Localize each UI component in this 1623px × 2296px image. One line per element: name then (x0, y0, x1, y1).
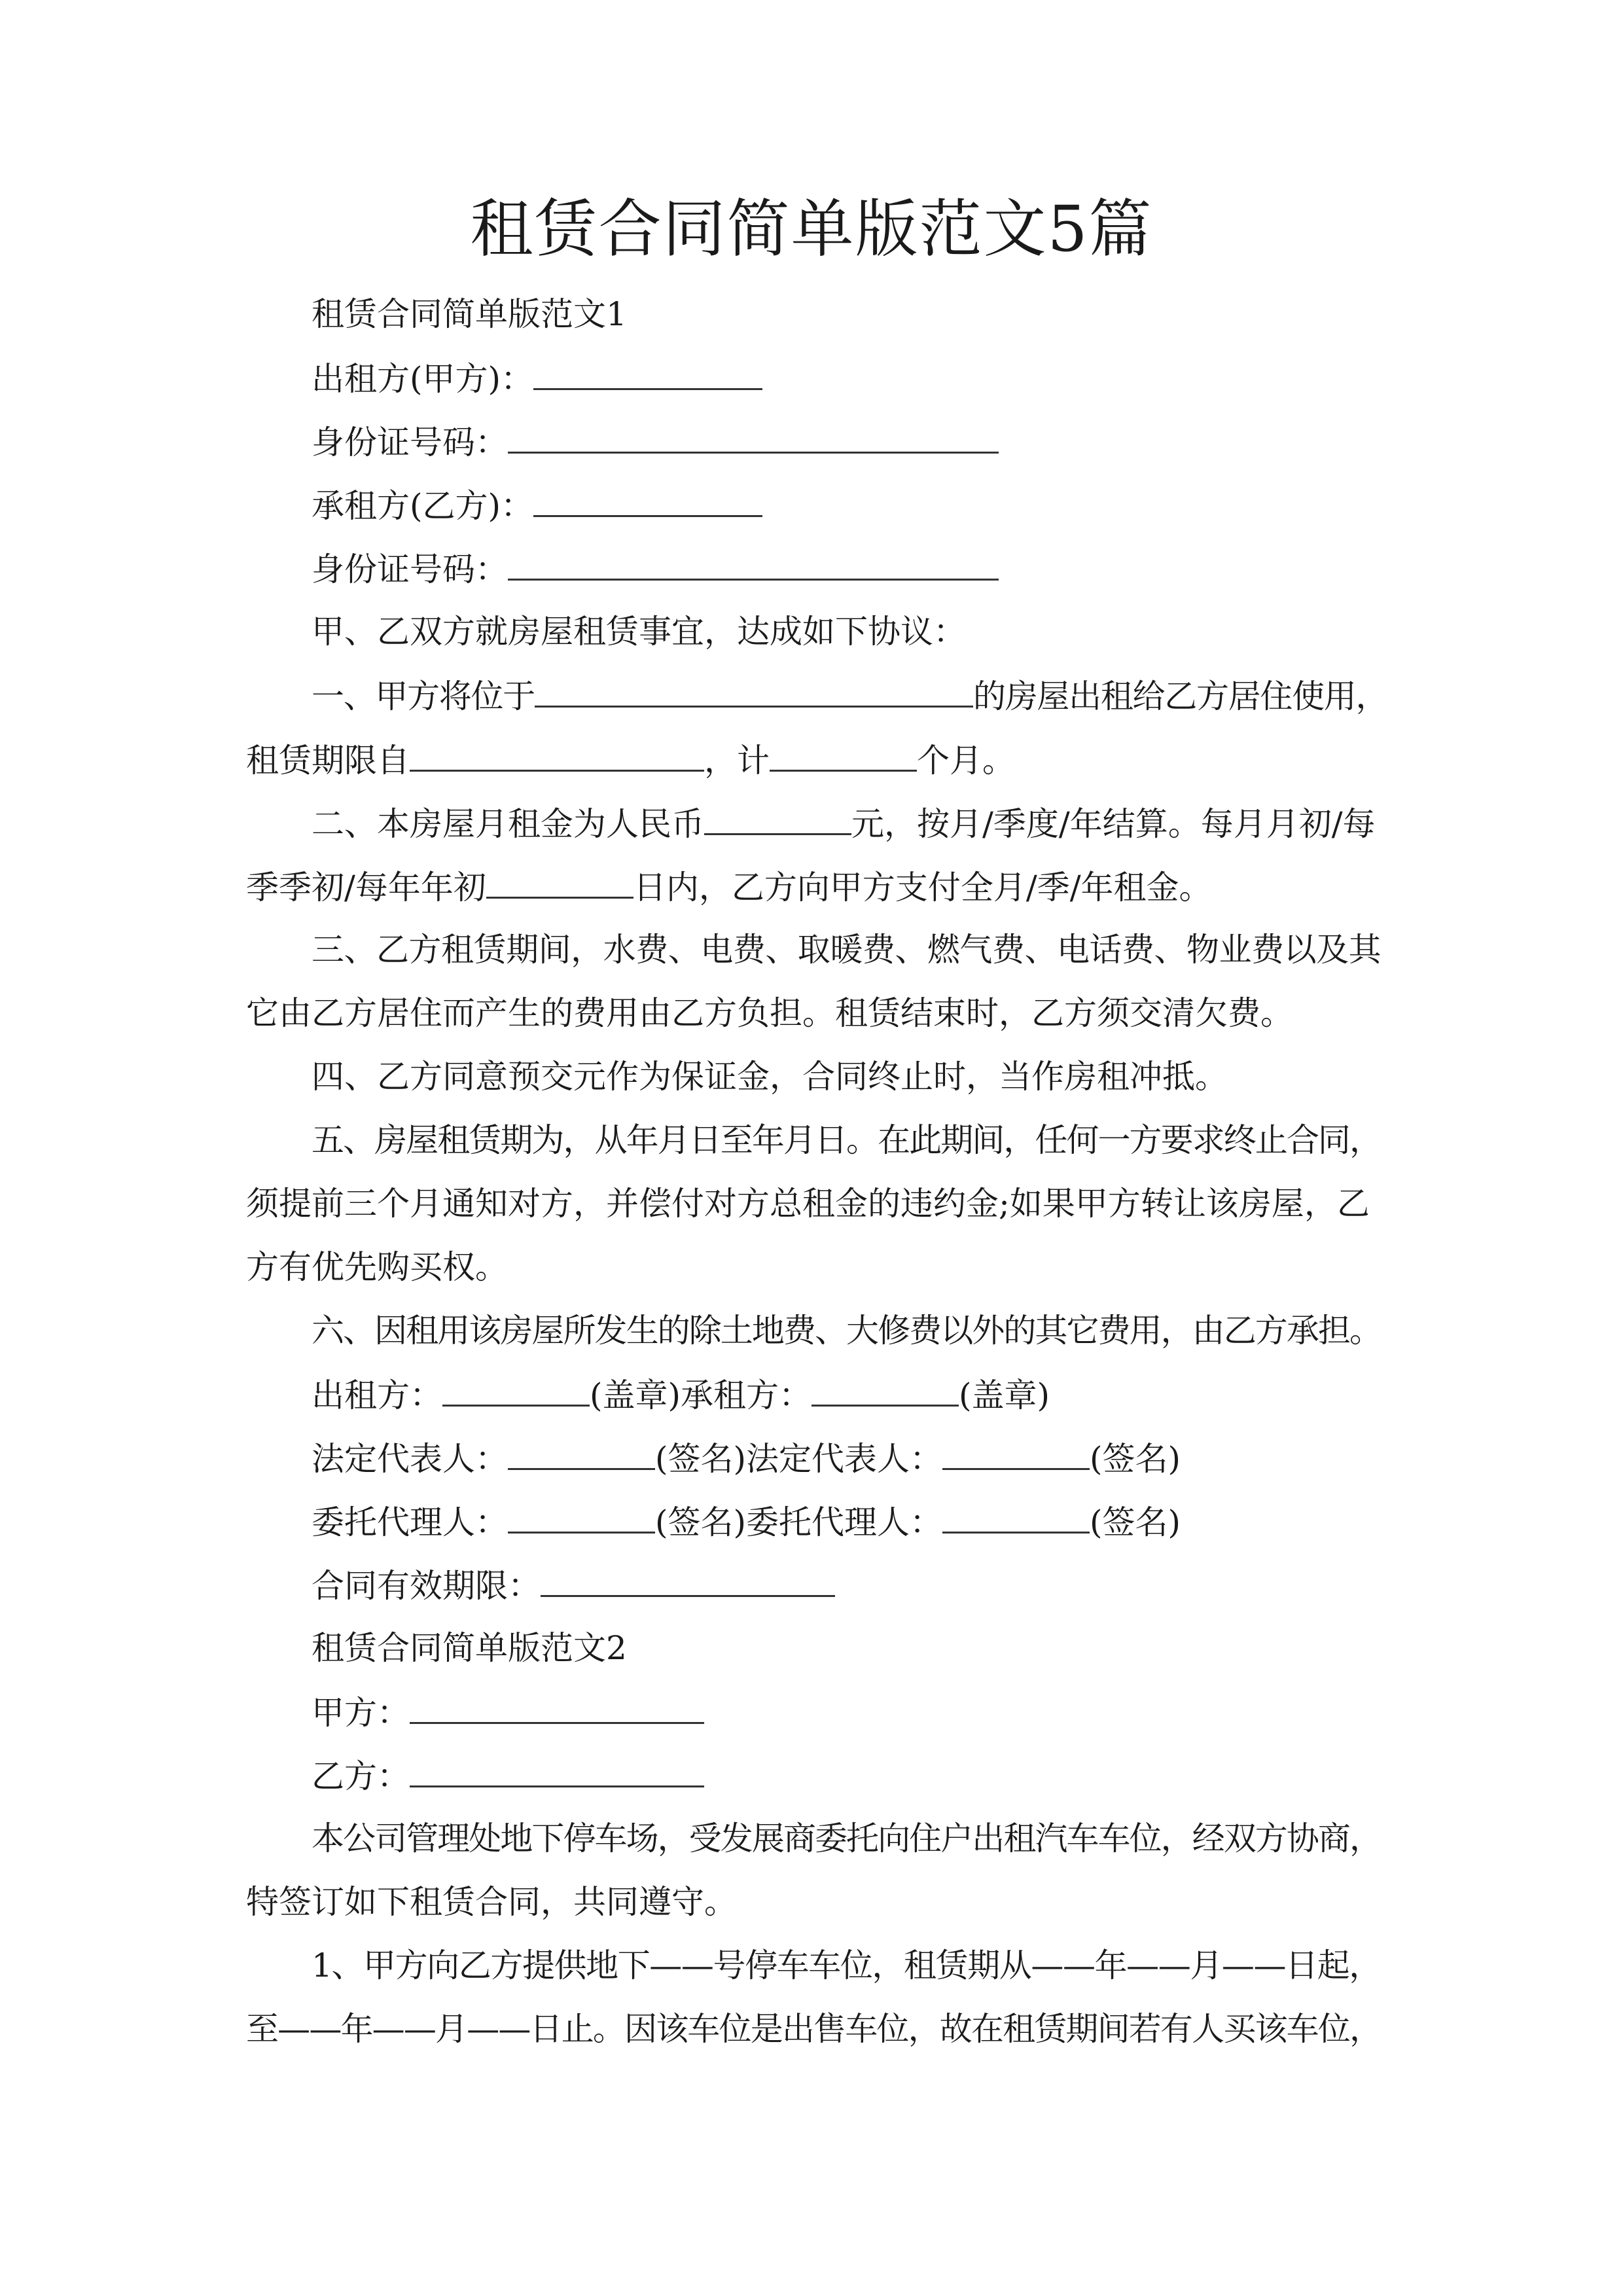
lessee-seal-blank (812, 1374, 959, 1407)
clause-2-text-d: 日内，乙方向甲方支付全月/季/年租金。 (633, 869, 1212, 906)
id-number-line-2 (312, 548, 999, 589)
lessor-blank (533, 358, 762, 390)
sig2-label-c: (签名) (1090, 1440, 1181, 1478)
id-number-blank-1 (508, 422, 999, 454)
signature-line-1 (312, 1374, 1050, 1415)
months-blank (770, 740, 917, 772)
clause-5-line-2: 须提前三个月通知对方，并偿付对方总租金的违约金;如果甲方转让该房屋，乙 (246, 1185, 1370, 1223)
rent-amount-blank (704, 803, 851, 835)
clause-1-text-d: ，计 (704, 742, 770, 780)
clause-2-line-1 (312, 803, 1376, 844)
signature-line-3 (312, 1501, 1181, 1542)
clause-2-line-2 (246, 867, 1212, 907)
party-a-blank (410, 1692, 704, 1724)
section-heading-1: 租赁合同简单版范文1 (312, 295, 627, 333)
parking-clause-1-line-1: 1、甲方向乙方提供地下——号停车车位，租赁期从——年——月——日起， (312, 1946, 1381, 1984)
id-number-label-2: 身份证号码： (312, 550, 508, 588)
document-title: 租赁合同简单版范文5篇 (470, 192, 1153, 266)
intro-paragraph: 甲、乙双方就房屋租赁事宜，达成如下协议： (312, 613, 966, 651)
legal-rep-blank-1 (508, 1438, 655, 1470)
clause-2-text-c: 季季初/每年年初 (246, 869, 486, 906)
lessee-blank (533, 485, 762, 517)
validity-label: 合同有效期限： (312, 1567, 541, 1605)
clause-5-line-3: 方有优先购买权。 (246, 1248, 508, 1286)
party-b-line (312, 1755, 704, 1796)
signature-line-2 (312, 1438, 1181, 1479)
party-a-line (312, 1692, 704, 1732)
clause-1-text-b: 的房屋出租给乙方居住使用， (972, 677, 1388, 715)
lessor-label: 出租方(甲方)： (312, 360, 534, 398)
parking-intro-line-1: 本公司管理处地下停车场，受发展商委托向住户出租汽车车位，经双方协商， (312, 1820, 1382, 1857)
id-number-label-1: 身份证号码： (312, 423, 508, 461)
party-b-blank (410, 1755, 704, 1787)
parking-clause-1-line-2: 至——年——月——日止。因该车位是出售车位，故在租赁期间若有人买该车位， (246, 2010, 1382, 2048)
party-b-label: 乙方： (312, 1757, 410, 1795)
sig1-label-c: (盖章) (959, 1376, 1050, 1414)
clause-1-text-e: 个月。 (917, 742, 1015, 780)
clause-3-line-1: 三、乙方租赁期间，水费、电费、取暖费、燃气费、电话费、物业费以及其 (312, 931, 1382, 969)
validity-blank (541, 1565, 835, 1597)
lease-start-blank (410, 740, 704, 772)
clause-5-line-1: 五、房屋租赁期为，从年月日至年月日。在此期间，任何一方要求终止合同， (312, 1121, 1382, 1159)
id-number-line-1 (312, 422, 999, 462)
clause-3-line-2: 它由乙方居住而产生的费用由乙方负担。租赁结束时，乙方须交清欠费。 (246, 994, 1293, 1032)
lessor-line (312, 358, 762, 399)
lessee-label: 承租方(乙方)： (312, 487, 534, 525)
validity-line (312, 1565, 835, 1605)
agent-blank-2 (942, 1501, 1090, 1534)
clause-1-line-2 (246, 740, 1015, 780)
sig1-label-b: (盖章)承租方： (590, 1376, 812, 1414)
clause-4: 四、乙方同意预交元作为保证金，合同终止时，当作房租冲抵。 (312, 1058, 1228, 1096)
payment-days-blank (486, 867, 633, 899)
address-blank (535, 675, 973, 708)
id-number-blank-2 (508, 548, 999, 581)
section-heading-2: 租赁合同简单版范文2 (312, 1629, 627, 1667)
clause-6: 六、因租用该房屋所发生的除土地费、大修费以外的其它费用，由乙方承担。 (312, 1312, 1382, 1350)
sig3-label-a: 委托代理人： (312, 1503, 508, 1541)
clause-2-text-b: 元，按月/季度/年结算。每月月初/每 (851, 805, 1376, 843)
legal-rep-blank-2 (942, 1438, 1090, 1470)
sig3-label-b: (签名)委托代理人： (655, 1503, 943, 1541)
clause-2-text-a: 二、本房屋月租金为人民币 (312, 805, 704, 843)
lessee-line (312, 485, 762, 526)
clause-1-text-a: 一、甲方将位于 (312, 677, 535, 715)
party-a-label: 甲方： (312, 1694, 410, 1732)
sig2-label-a: 法定代表人： (312, 1440, 508, 1478)
parking-intro-line-2: 特签订如下租赁合同，共同遵守。 (246, 1883, 737, 1921)
sig3-label-c: (签名) (1090, 1503, 1181, 1541)
lessor-seal-blank (442, 1374, 590, 1407)
clause-1-text-c: 租赁期限自 (246, 742, 410, 780)
sig2-label-b: (签名)法定代表人： (655, 1440, 943, 1478)
sig1-label-a: 出租方： (312, 1376, 442, 1414)
agent-blank-1 (508, 1501, 655, 1534)
clause-1-line-1 (312, 675, 1387, 716)
